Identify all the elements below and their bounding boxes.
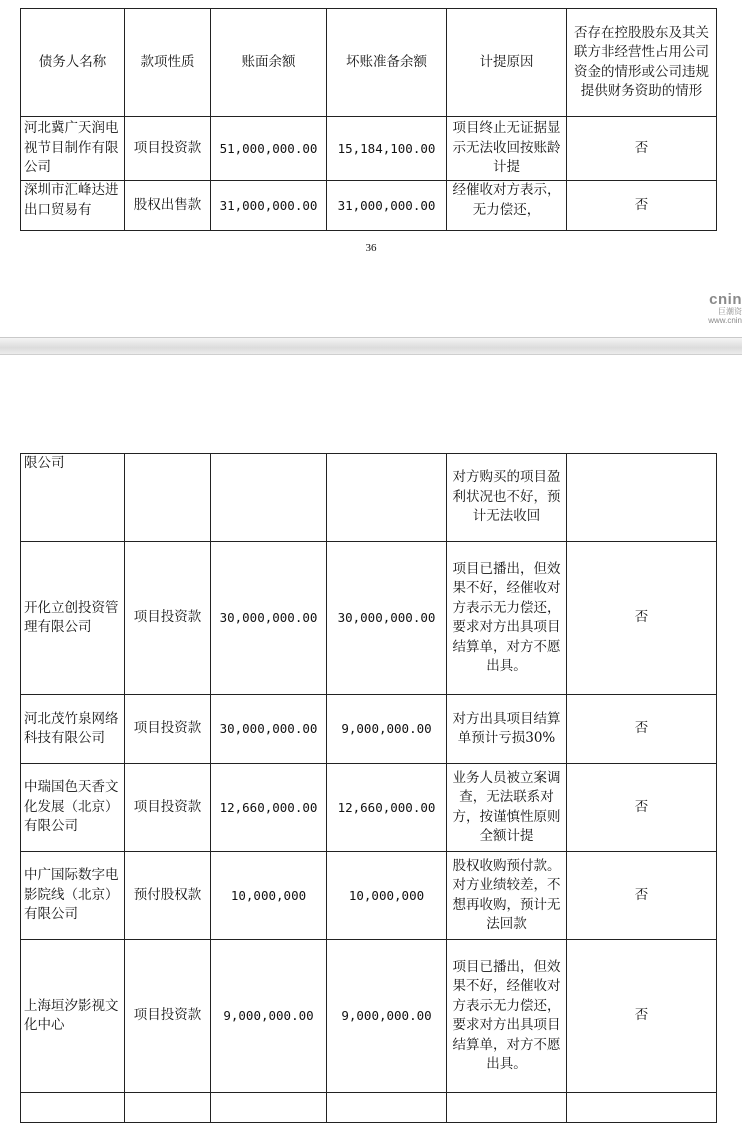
table-row: [21, 181, 717, 231]
table-row: [21, 940, 717, 1093]
book-balance-cell: 31,000,000.00: [211, 181, 327, 231]
debtor-cell: 河北茂竹泉网络科技有限公司: [21, 695, 125, 764]
book-balance-cell: [211, 454, 327, 542]
nature-cell: 预付股权款: [125, 852, 211, 940]
bad-debt-cell: 31,000,000.00: [327, 181, 447, 231]
receivables-table-top: [20, 8, 717, 231]
watermark-url: www.cnin: [708, 316, 742, 325]
nature-cell: 项目投资款: [125, 117, 211, 181]
nature-cell: 项目投资款: [125, 542, 211, 695]
debtor-cell: [21, 1093, 125, 1123]
table-row: [21, 852, 717, 940]
table-row: [21, 454, 717, 542]
reason-cell: 项目终止无证据显示无法收回按账龄计提: [447, 117, 567, 181]
nature-cell: [125, 454, 211, 542]
watermark-logo: [708, 292, 742, 325]
bad-debt-cell: [327, 1093, 447, 1123]
watermark-sub: 巨潮资: [718, 307, 742, 316]
nature-cell: 股权出售款: [125, 181, 211, 231]
book-balance-cell: 9,000,000.00: [211, 940, 327, 1093]
book-balance-cell: [211, 1093, 327, 1123]
reason-cell: 对方购买的项目盈利状况也不好，预计无法收回: [447, 454, 567, 542]
reason-cell: 经催收对方表示，无力偿还，: [447, 181, 567, 231]
book-balance-cell: 10,000,000: [211, 852, 327, 940]
bad-debt-cell: 9,000,000.00: [327, 695, 447, 764]
related-party-cell: 否: [567, 940, 717, 1093]
bad-debt-cell: 10,000,000: [327, 852, 447, 940]
table-row: [21, 117, 717, 181]
bad-debt-cell: 12,660,000.00: [327, 764, 447, 852]
page-separator: [0, 337, 742, 355]
debtor-cell: 深圳市汇峰达进出口贸易有: [21, 181, 125, 231]
bad-debt-cell: 9,000,000.00: [327, 940, 447, 1093]
related-party-cell: 否: [567, 542, 717, 695]
related-party-cell: 否: [567, 117, 717, 181]
debtor-cell: 河北冀广天润电视节目制作有限公司: [21, 117, 125, 181]
table-header-row: [21, 9, 717, 117]
bad-debt-cell: [327, 454, 447, 542]
header-bad-debt: 坏账准备余额: [327, 9, 447, 117]
book-balance-cell: 12,660,000.00: [211, 764, 327, 852]
receivables-table-continued: [20, 453, 717, 1123]
header-reason: 计提原因: [447, 9, 567, 117]
reason-cell: [447, 1093, 567, 1123]
related-party-cell: 否: [567, 764, 717, 852]
book-balance-cell: 30,000,000.00: [211, 542, 327, 695]
debtor-cell: 中瑞国色天香文化发展（北京）有限公司: [21, 764, 125, 852]
debtor-cell: 中广国际数字电影院线（北京）有限公司: [21, 852, 125, 940]
related-party-cell: [567, 454, 717, 542]
bad-debt-cell: 15,184,100.00: [327, 117, 447, 181]
nature-cell: [125, 1093, 211, 1123]
header-debtor: 债务人名称: [21, 9, 125, 117]
table-row: [21, 764, 717, 852]
header-related-party: 否存在控股股东及其关联方非经营性占用公司资金的情形或公司违规提供财务资助的情形: [567, 9, 717, 117]
reason-cell: 项目已播出，但效果不好，经催收对方表示无力偿还，要求对方出具项目结算单，对方不愿出具。: [447, 542, 567, 695]
book-balance-cell: 30,000,000.00: [211, 695, 327, 764]
reason-cell: 对方出具项目结算单预计亏损30%: [447, 695, 567, 764]
related-party-cell: 否: [567, 181, 717, 231]
related-party-cell: [567, 1093, 717, 1123]
table-row: [21, 695, 717, 764]
related-party-cell: 否: [567, 852, 717, 940]
debtor-cell: 开化立创投资管理有限公司: [21, 542, 125, 695]
watermark-brand: cnin: [709, 291, 742, 308]
header-nature: 款项性质: [125, 9, 211, 117]
bad-debt-cell: 30,000,000.00: [327, 542, 447, 695]
reason-cell: 业务人员被立案调查，无法联系对方，按谨慎性原则全额计提: [447, 764, 567, 852]
book-balance-cell: 51,000,000.00: [211, 117, 327, 181]
nature-cell: 项目投资款: [125, 695, 211, 764]
nature-cell: 项目投资款: [125, 764, 211, 852]
nature-cell: 项目投资款: [125, 940, 211, 1093]
reason-cell: 项目已播出，但效果不好，经催收对方表示无力偿还，要求对方出具项目结算单，对方不愿出具。: [447, 940, 567, 1093]
debtor-cell: 上海垣汐影视文化中心: [21, 940, 125, 1093]
related-party-cell: 否: [567, 695, 717, 764]
debtor-cell: 限公司: [21, 454, 125, 542]
header-book-balance: 账面余额: [211, 9, 327, 117]
page-number: 36: [365, 242, 377, 254]
reason-cell: 股权收购预付款。对方业绩较差，不想再收购，预计无法回款: [447, 852, 567, 940]
table-row: [21, 1093, 717, 1123]
table-row: [21, 542, 717, 695]
